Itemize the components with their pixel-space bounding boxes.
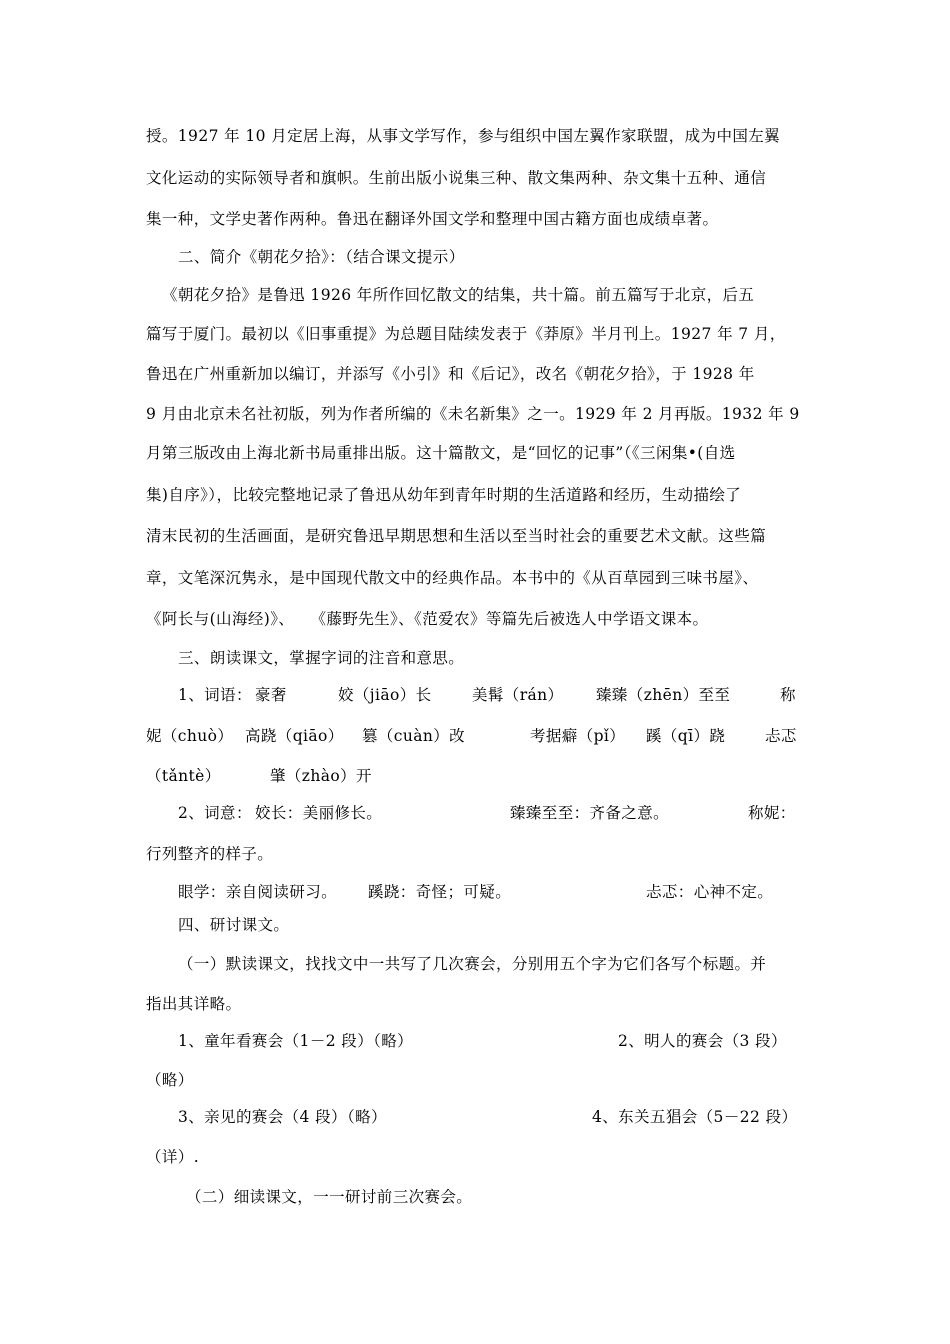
list-line <box>0 1068 950 1092</box>
text-line: 9 月由北京未名社初版，列为作者所编的《未名新集》之一。1929 年 2 月再版。1932 年 9 <box>146 405 800 423</box>
text-line: 《朝花夕拾》是鲁迅 1926 年所作回忆散文的结集，共十篇。前五篇写于北京，后五 <box>162 286 755 304</box>
list-item: （略） <box>146 1071 194 1089</box>
meaning-label: 2、词意： <box>178 804 252 822</box>
paragraph-line <box>0 283 950 307</box>
paragraph-line <box>0 607 950 631</box>
text-line: 月第三版改由上海北新书局重排出版。这十篇散文，是“回忆的记事”（《三闲集•(自选 <box>146 444 736 462</box>
meaning-line <box>0 880 950 904</box>
vocab-line <box>0 683 950 707</box>
meaning-line <box>0 842 950 866</box>
list-item: 1、童年看赛会（1－2 段）（略） <box>178 1032 414 1050</box>
paragraph-line <box>0 124 950 148</box>
text-line: 清末民初的生活画面，是研究鲁迅早期思想和生活以至当时社会的重要艺术文献。这些篇 <box>146 527 767 545</box>
vocab-word: 篡（cuàn）改 <box>362 727 466 745</box>
vocab-word: 妮（chuò） <box>146 727 234 745</box>
text-line: 篇写于厦门。最初以《旧事重提》为总题目陆续发表于《莽原》半月刊上。1927 年 7 月， <box>146 325 786 343</box>
meaning-line <box>0 801 950 825</box>
list-item: （详）. <box>146 1148 200 1166</box>
list-item: 2、明人的赛会（3 段） <box>618 1032 787 1050</box>
paragraph-line <box>0 524 950 548</box>
vocab-word: 豪奢 <box>255 686 287 704</box>
meaning-text: 臻臻至至：齐备之意。 <box>510 804 670 822</box>
paragraph-line <box>0 992 950 1016</box>
meaning-text: 称妮： <box>748 804 796 822</box>
list-line <box>0 1145 950 1169</box>
text-line: 指出其详略。 <box>146 995 242 1013</box>
vocab-label: 1、词语： <box>178 686 252 704</box>
text-line: 鲁迅在广州重新加以编订，并添写《小引》和《后记》，改名《朝花夕拾》，于 1928 年 <box>146 365 755 383</box>
paragraph-line <box>0 402 950 426</box>
section-heading <box>0 646 950 670</box>
paragraph-line <box>0 441 950 465</box>
vocab-word: 蹊（qī）跷 <box>646 727 726 745</box>
text-line: 文化运动的实际领导者和旗帜。生前出版小说集三种、散文集两种、杂文集十五种、通信 <box>146 169 767 187</box>
vocab-word: 考据癖（pǐ） <box>530 727 626 745</box>
meaning-text: 眼学：亲自阅读研习。 <box>178 883 338 901</box>
meaning-text: 行列整齐的样子。 <box>146 845 274 863</box>
vocab-line <box>0 764 950 788</box>
vocab-word: 姣（jiāo）长 <box>338 686 432 704</box>
meaning-text: 姣长：美丽修长。 <box>255 804 383 822</box>
vocab-word: 肇（zhào）开 <box>270 767 372 785</box>
paragraph-line <box>0 322 950 346</box>
text-line: 《阿长与(山海经)》、 《藤野先生》、《范爱农》等篇先后被选人中学语文课本。 <box>146 610 709 628</box>
meaning-text: 忐忑：心神不定。 <box>646 883 774 901</box>
section-heading <box>0 913 950 937</box>
vocab-word: （tǎntè） <box>146 767 221 785</box>
list-item: 3、亲见的赛会（4 段）（略） <box>178 1108 387 1126</box>
paragraph-line <box>0 362 950 386</box>
paragraph-line <box>0 952 950 976</box>
vocab-line <box>0 724 950 748</box>
text-line: 集一种，文学史著作两种。鲁迅在翻译外国文学和整理中国古籍方面也成绩卓著。 <box>146 210 719 228</box>
list-line <box>0 1029 950 1053</box>
section-heading <box>0 245 950 269</box>
text-line: 章，文笔深沉隽永，是中国现代散文中的经典作品。本书中的《从百草园到三味书屋》、 <box>146 569 759 587</box>
list-line <box>0 1105 950 1129</box>
text-line: 授。1927 年 10 月定居上海，从事文学写作，参与组织中国左翼作家联盟，成为中国左翼 <box>146 127 781 145</box>
paragraph-line <box>0 1185 950 1209</box>
meaning-text: 蹊跷：奇怪；可疑。 <box>368 883 512 901</box>
heading-text: 四、研讨课文。 <box>178 916 290 934</box>
text-line: （一）默读课文，找找文中一共写了几次赛会，分别用五个字为它们各写个标题。并 <box>178 955 767 973</box>
vocab-word: 臻臻（zhēn）至至 <box>596 686 731 704</box>
text-line: （二）细读课文，一一研讨前三次赛会。 <box>186 1188 473 1206</box>
list-item: 4、东关五猖会（5－22 段） <box>592 1108 798 1126</box>
heading-text: 二、简介《朝花夕拾》：（结合课文提示） <box>178 248 465 266</box>
text-line: 集)自序》），比较完整地记录了鲁迅从幼年到青年时期的生活道路和经历，生动描绘了 <box>146 486 742 504</box>
vocab-word: 高跷（qiāo） <box>245 727 344 745</box>
paragraph-line <box>0 566 950 590</box>
paragraph-line <box>0 166 950 190</box>
heading-text: 三、朗读课文，掌握字词的注音和意思。 <box>178 649 465 667</box>
vocab-word: 美髯（rán） <box>472 686 564 704</box>
paragraph-line <box>0 207 950 231</box>
vocab-word: 忐忑 <box>765 727 797 745</box>
paragraph-line <box>0 483 950 507</box>
vocab-word: 称 <box>780 686 796 704</box>
